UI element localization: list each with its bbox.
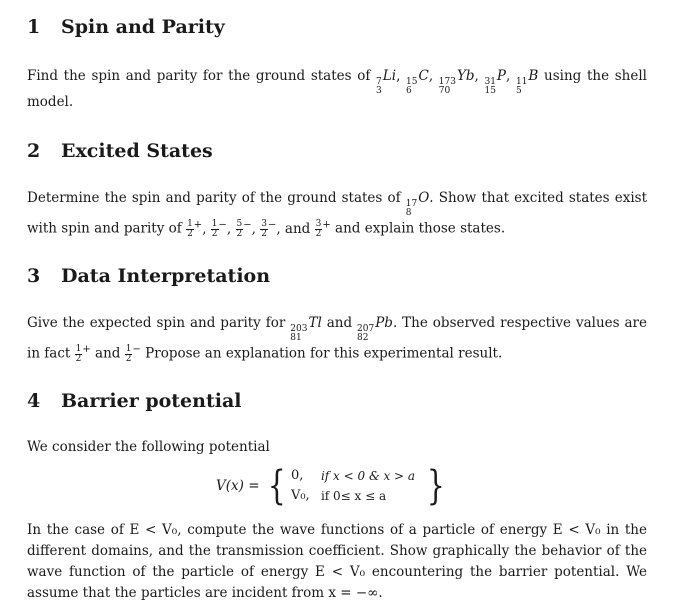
spin-fraction: $\frac{1}{2}$ [211,218,218,239]
section-4-heading [27,390,241,412]
section-title: Data Interpretation [61,265,271,287]
case-row: V₀, if 0≤ x ≤ a [290,488,387,503]
section-title: Spin and Parity [61,16,225,38]
isotope-tl203: 203 81 Tl [290,315,322,343]
section-4-text: In the case of E < V₀, compute the wave functions of a particle of energy E < V₀ in the different domains, and the transmission coefficient. Show graphically the behavior of the wave function of the particle of energy E < V₀ encountering the barrier potential. We assume that the particles are incident from x = −∞. [27,522,647,601]
spin-fraction: $\frac{3}{2}$ [261,218,267,239]
equation-cases [291,466,415,506]
equation-lhs: V(x) = [216,478,260,494]
potential-equation [216,463,449,509]
isotope: 15 6 C [406,68,429,96]
section-2-heading [27,140,213,162]
spin-fraction: $\frac{1}{2}$ [187,218,193,239]
isotope: 11 5 B [515,68,539,96]
parity-sign: + [322,219,331,230]
isotope-list: 7 3 Li , 15 6 C , 173 70 Yb , 31 15 P , 11 5 B [376,68,539,96]
section-1-text: Find the spin and parity for the ground states of 7 3 Li , 15 6 C , 173 70 Yb , 31 15 P , 11 5 B using the shell model. [27,68,647,110]
isotope: 31 15 P [484,68,507,96]
spin-fraction: $\frac{5}{2}$ [236,218,243,239]
section-number: 4 [27,390,41,412]
spin-fraction: $\frac{1}{2}$ [75,343,82,364]
spin-fraction: $\frac{3}{2}$ [315,218,322,239]
section-number: 1 [27,16,41,38]
left-brace: { [267,463,286,509]
section-1-heading [27,16,225,38]
parity-sign: − [243,219,252,230]
parity-sign: + [193,219,203,230]
spin-fraction: $\frac{1}{2}$ [125,343,132,364]
section-4-intro: We consider the following potential [27,439,270,455]
isotope-o17: 17 8 O [405,190,430,218]
isotope: 173 70 Yb [438,68,475,96]
section-3-heading [27,265,270,287]
section-3-text: Give the expected spin and parity for 203 81 Tl and 207 82 Pb . The observed respective values are in fact $\frac{1}{2}$ + and $\frac{1}{2}$ − Propose an explanation for this experimental result. [27,315,648,364]
section-number: 3 [27,265,41,287]
parity-sign: − [267,219,277,230]
section-2-text: Determine the spin and parity of the ground states of 17 8 O . Show that excited states exist with spin and parity of $\frac{1}{2}$ +, $\frac{1}{2}$ −, $\frac{5}{2}$ −, $\frac{3}{2}$ −, and $\frac{3}{2}$ + and explain those states. [27,190,647,239]
right-brace: } [426,463,445,509]
section-title: Excited States [61,140,213,162]
case-row: 0, if x < 0 & x > a [290,468,416,483]
parity-sign: − [218,219,227,230]
isotope-pb207: 207 82 Pb [357,315,393,343]
section-number: 2 [27,140,41,162]
section-title: Barrier potential [61,390,242,412]
isotope: 7 3 Li [376,68,397,96]
state-list: $\frac{1}{2}$ +, $\frac{1}{2}$ −, $\frac{5}{2}$ −, $\frac{3}{2}$ −, and $\frac{3}{2}$ + [187,218,331,239]
